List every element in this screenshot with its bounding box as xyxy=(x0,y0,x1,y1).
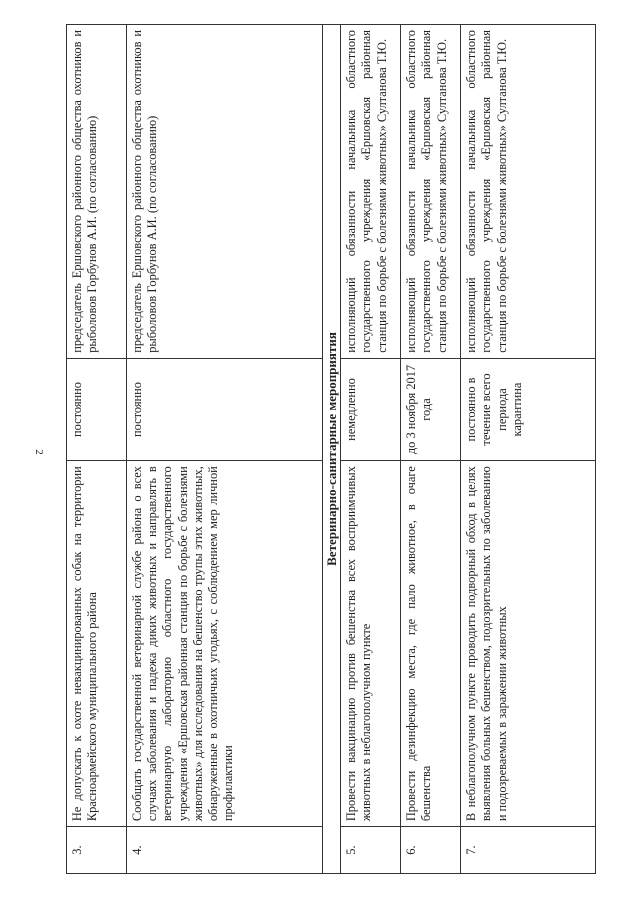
row-number: 5. xyxy=(341,827,401,874)
measures-table xyxy=(66,24,596,874)
responsible-text: председатель Ершовского районного общества охотников и рыболовов Горбунов А.И. (по согласованию) xyxy=(67,25,127,359)
row-number: 6. xyxy=(401,827,461,874)
responsible-text: исполняющий обязанности начальника областного государственного учреждения «Ершовская районная станция по борьбе с болезнями животных» Султанова Т.Ю. xyxy=(401,25,461,359)
page-number: 2 xyxy=(32,449,45,455)
responsible-text: исполняющий обязанности начальника областного государственного учреждения «Ершовская районная станция по борьбе с болезнями животных» Султанова Т.Ю. xyxy=(461,25,596,359)
table-row xyxy=(401,25,461,874)
section-title: Ветеринарно-санитарные мероприятия xyxy=(323,25,341,874)
row-number: 3. xyxy=(67,827,127,874)
deadline-text: немедленно xyxy=(341,358,401,460)
section-header-row xyxy=(323,25,341,874)
deadline-text: до 3 ноября 2017 года xyxy=(401,358,461,460)
row-number: 4. xyxy=(127,827,323,874)
measure-text: Не допускать к охоте невакцинированных собак на территории Красноармейского муниципального района xyxy=(67,461,127,827)
responsible-text: председатель Ершовского районного общества охотников и рыболовов Горбунов А.И. (по согласованию) xyxy=(127,25,323,359)
measure-text: Провести дезинфекцию места, где пало животное, в очаге бешенства xyxy=(401,461,461,827)
document-page xyxy=(66,24,596,874)
row-number: 7. xyxy=(461,827,596,874)
table-row xyxy=(67,25,127,874)
deadline-text: постоянно xyxy=(67,358,127,460)
measure-text: В неблагополучном пункте проводить подворный обход в целях выявления больных бешенством, подозрительных по заболеванию и подозреваемых в заражении животных xyxy=(461,461,596,827)
deadline-text: постоянно xyxy=(127,358,323,460)
table-row xyxy=(127,25,323,874)
measure-text: Сообщать государственной ветеринарной службе района о всех случаях заболевания и падежа диких животных и направлять в ветеринарную лабораторию областного государственного учреждения «Ершовская районная станция по борьбе с болезнями животных» для исследования на бешенство трупы этих животных, обнаруженные в охотничьих угодьях, с соблюдением мер личной профилактики xyxy=(127,461,323,827)
table-row xyxy=(341,25,401,874)
table-row xyxy=(461,25,596,874)
measure-text: Провести вакцинацию против бешенства всех восприимчивых животных в неблагополучном пункте xyxy=(341,461,401,827)
responsible-text: исполняющий обязанности начальника областного государственного учреждения «Ершовская районная станция по борьбе с болезнями животных» Султанова Т.Ю. xyxy=(341,25,401,359)
deadline-text: постоянно в течение всего периода карантина xyxy=(461,358,596,460)
